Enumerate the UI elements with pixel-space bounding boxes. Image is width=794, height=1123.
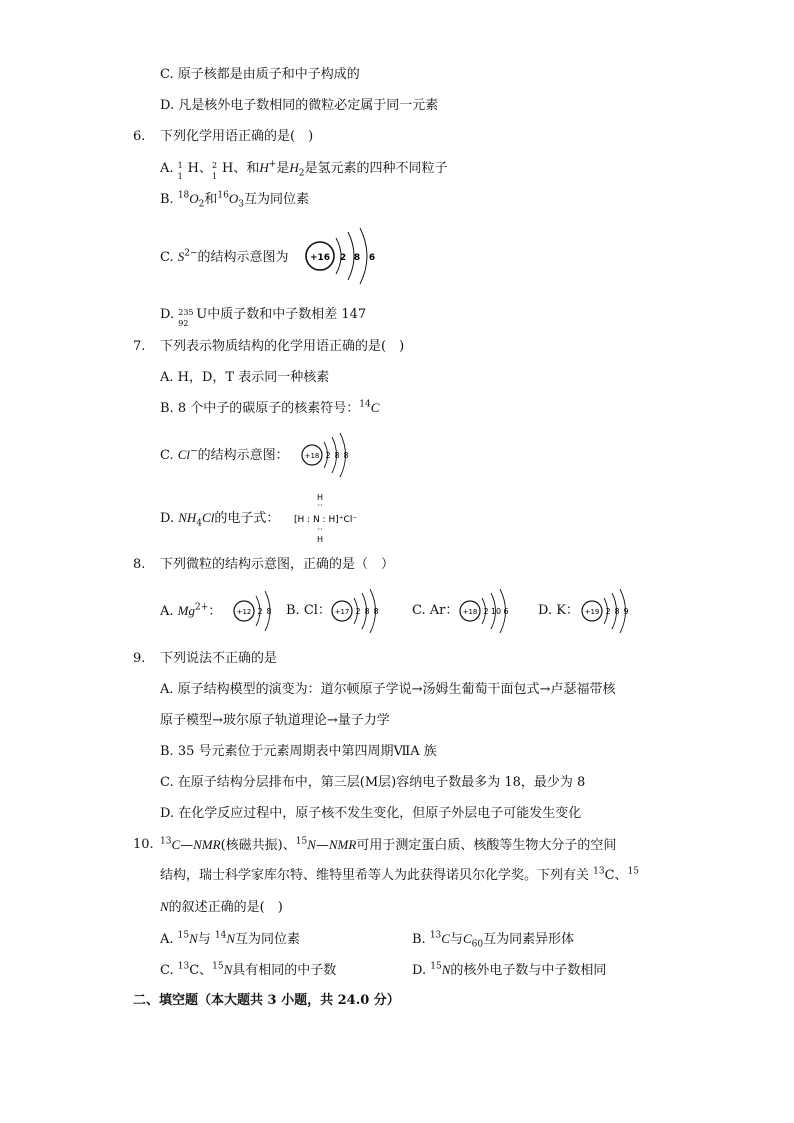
- isotope-h2: 2 1: [212, 161, 218, 181]
- svg-text:H: H: [316, 493, 324, 502]
- q6-option-d: D. 235 92 U中质子数和中子数相差 147: [160, 307, 367, 328]
- svg-text:8: 8: [334, 451, 340, 460]
- q7-cl-atom-diagram: [300, 430, 356, 480]
- svg-text:8: 8: [373, 607, 379, 616]
- q10-option-c: C. $^{13}$C、$^{15}$N具有相同的中子数: [160, 961, 337, 978]
- svg-text:8: 8: [353, 253, 361, 263]
- svg-text:2: 2: [257, 607, 263, 616]
- svg-text:··: ··: [317, 525, 323, 534]
- q6-option-b: B. $^{18}O_2$和$^{16}O_3$互为同位素: [160, 190, 310, 210]
- svg-text:+12: +12: [236, 608, 252, 616]
- q7-option-c: C. Cl−的结构示意图：: [160, 446, 289, 463]
- q6-s2-atom-diagram: [302, 226, 382, 286]
- isotope-h1: 1 1: [177, 161, 183, 181]
- q8-number: 8.: [133, 557, 146, 572]
- q6-option-c: C. $S^{2-}$的结构示意图为: [160, 248, 289, 265]
- q5-option-d: D. 凡是核外电子数相同的微粒必定属于同一元素: [160, 98, 439, 113]
- q10-option-a: A. $^{15}$N与 $^{14}$N互为同位素: [160, 930, 301, 947]
- section-fill-in-heading: 二、填空题（本大题共 3 小题，共 24.0 分）: [133, 993, 400, 1008]
- svg-text:+19: +19: [584, 608, 600, 616]
- q10-option-b: B. $^{13}$C与$C_{60}$互为同素异形体: [412, 930, 575, 950]
- svg-text:9: 9: [623, 607, 629, 616]
- q9-stem: 下列说法不正确的是: [160, 651, 278, 666]
- q8-stem: 下列微粒的结构示意图，正确的是（ ）: [160, 557, 395, 572]
- svg-text:2: 2: [325, 451, 331, 460]
- svg-text:8: 8: [266, 607, 272, 616]
- q9-option-a-line1: A. 原子结构模型的演变为：道尔顿原子学说→汤姆生葡萄干面包式→卢瑟福带核: [160, 682, 616, 697]
- svg-text:6: 6: [368, 253, 376, 263]
- svg-text:+18: +18: [304, 452, 320, 460]
- q10-stem-line2: 结构，瑞士科学家库尔特、维特里希等人为此获得诺贝尔化学奖。下列有关 $^{13}$C、$^{15}$: [160, 866, 640, 883]
- q6-number: 6.: [133, 129, 146, 144]
- q9-number: 9.: [133, 651, 146, 666]
- q6-stem: 下列化学用语正确的是( ): [160, 129, 314, 144]
- q10-stem-line3: N的叙述正确的是( ): [160, 899, 283, 915]
- svg-text:6: 6: [503, 607, 509, 616]
- svg-text:2: 2: [339, 253, 347, 263]
- q8-option-d-label: D. K：: [538, 603, 579, 618]
- q8-option-a: A. $Mg^{2+}$：: [160, 602, 222, 619]
- svg-text:2: 2: [483, 607, 489, 616]
- svg-text:+18: +18: [462, 608, 478, 616]
- q8-option-c-label: C. Ar：: [412, 603, 459, 618]
- q7-option-b: B. 8 个中子的碳原子的核素符号：$^{14}$C: [160, 399, 380, 416]
- q8-ar-atom-diagram: [458, 586, 514, 636]
- svg-text:··: ··: [317, 501, 323, 510]
- svg-text:8: 8: [614, 607, 620, 616]
- isotope-u235: 235 92: [178, 308, 194, 328]
- svg-text:+17: +17: [334, 608, 350, 616]
- q8-cl-atom-diagram: [330, 586, 386, 636]
- svg-text:H: H: [316, 535, 324, 544]
- q7-number: 7.: [133, 339, 146, 354]
- q8-option-b-label: B. Cl：: [286, 603, 331, 618]
- q10-option-d: D. $^{15}$N的核外电子数与中子数相同: [412, 961, 607, 978]
- svg-text:2: 2: [355, 607, 361, 616]
- svg-text:2: 2: [605, 607, 611, 616]
- q7-stem: 下列表示物质结构的化学用语正确的是( ): [160, 339, 405, 354]
- svg-text:8: 8: [364, 607, 370, 616]
- q7-option-a: A. H，D，T 表示同一种核素: [160, 370, 330, 385]
- q7-nh4cl-electron-formula: [290, 490, 390, 546]
- q6-option-a: A. 1 1 H、 2 1 H、和H+是$H_2$是氢元素的四种不同粒子: [160, 159, 448, 181]
- svg-text:10: 10: [490, 607, 502, 616]
- svg-text:8: 8: [343, 451, 349, 460]
- q7-option-d: D. $NH_4Cl$的电子式：: [160, 510, 280, 529]
- q9-option-c: C. 在原子结构分层排布中，第三层(M层)容纳电子数最多为 18，最少为 8: [160, 775, 586, 790]
- q9-option-b: B. 35 号元素位于元素周期表中第四周期ⅦA 族: [160, 744, 437, 759]
- q5-option-c: C. 原子核都是由质子和中子构成的: [160, 67, 360, 82]
- q8-k-atom-diagram: [580, 586, 636, 636]
- q10-stem-line1: $^{13}$C—NMR(核磁共振)、$^{15}$N—NMR可用于测定蛋白质、核酸等生物大分子的空间: [160, 836, 617, 853]
- q9-option-d: D. 在化学反应过程中，原子核不发生变化，但原子外层电子可能发生变化: [160, 806, 582, 821]
- svg-text:+16: +16: [309, 253, 331, 263]
- q10-number: 10.: [133, 837, 154, 852]
- q8-mg-atom-diagram: [232, 586, 278, 636]
- svg-text:[H : N : H]⁺Cl⁻: [H : N : H]⁺Cl⁻: [294, 515, 358, 525]
- q9-option-a-line2: 原子模型→玻尔原子轨道理论→量子力学: [160, 713, 390, 728]
